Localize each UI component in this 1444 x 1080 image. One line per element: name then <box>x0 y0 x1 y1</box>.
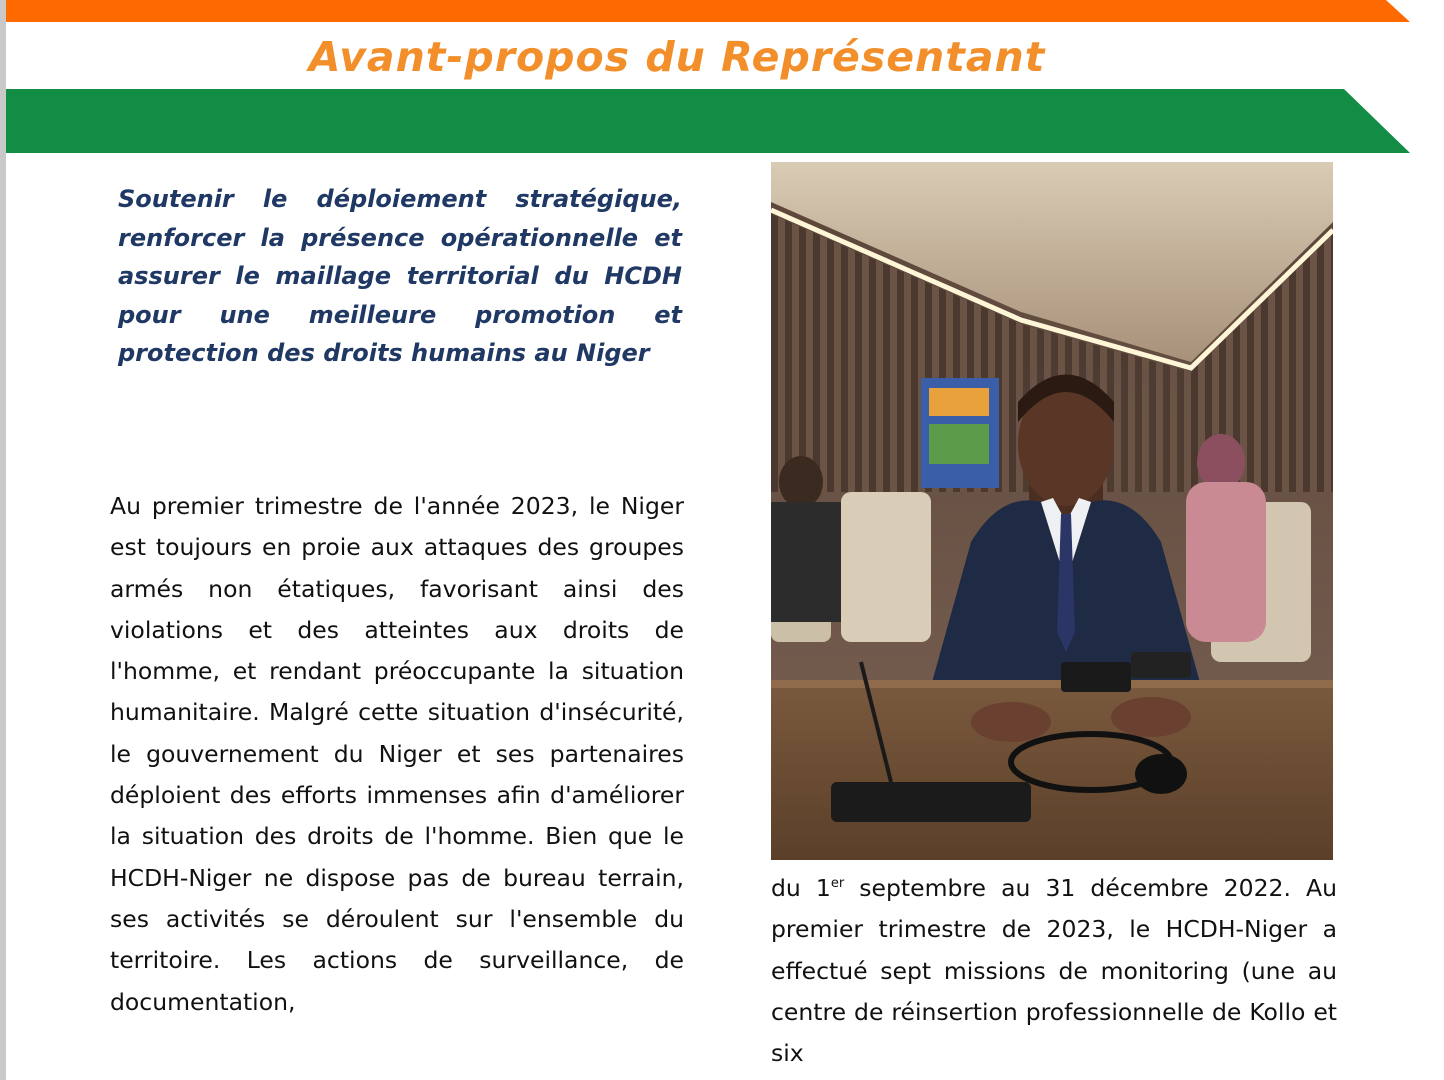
right-column-text: septembre au 31 décembre 2022. Au premier trimestre de 2023, le HCDH-Niger a effectué sept missions de monitoring (une au centre de réinsertion professionnelle de Kollo et six <box>771 874 1338 1068</box>
body-text-left-column: Au premier trimestre de l'année 2023, le Niger est toujours en proie aux attaques des groupes armés non étatiques, favorisant ainsi des violations et des atteintes aux droits de l'homme, et rendant préoccupante la situation humanitaire. Malgré cette situation d'insécurité, le gouvernement du Niger et ses partenaires déploient des efforts immenses afin d'améliorer la situation des droits de l'homme. Bien que le HCDH-Niger ne dispose pas de bureau terrain, ses activités se déroulent sur l'ensemble du territoire. Les actions de surveillance, de documentation, <box>110 492 684 1016</box>
page-edge-rule <box>0 0 6 1080</box>
header-orange-band <box>6 0 1410 22</box>
date-prefix: du 1 <box>771 874 831 902</box>
ordinal-superscript: er <box>830 876 845 892</box>
representative-photo <box>771 162 1333 860</box>
page-title: Avant-propos du Représentant <box>308 33 1046 81</box>
header-green-band <box>6 89 1410 153</box>
lead-statement: Soutenir le déploiement stratégique, renforcer la présence opérationnelle et assurer le maillage territorial du HCDH pour une meilleure promotion et protection des droits humains au Niger <box>118 185 682 367</box>
body-text-right-column <box>771 868 1337 1074</box>
